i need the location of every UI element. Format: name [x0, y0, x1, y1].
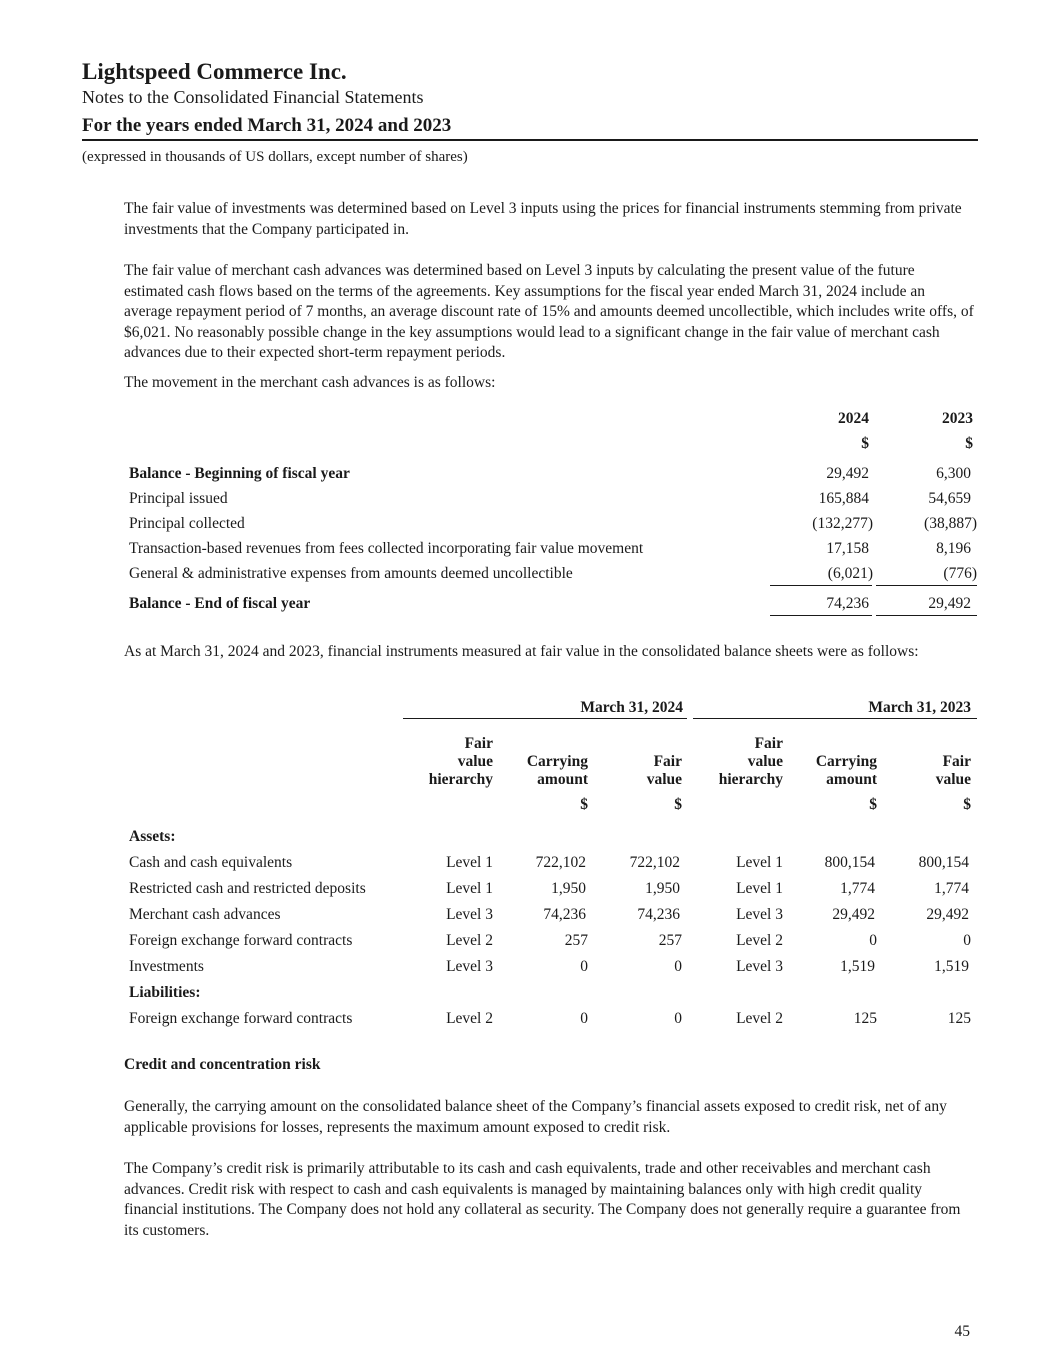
movement-row-2024: 17,158: [826, 540, 869, 557]
fv-row-fair-2024: 722,102: [629, 854, 680, 871]
fv-row-carrying-2023: 800,154: [824, 854, 875, 871]
movement-row-label: Balance - End of fiscal year: [129, 595, 311, 612]
fv-row-hierarchy-2023: Level 3: [736, 906, 783, 923]
fv-row-hierarchy-2023: Level 2: [736, 1010, 783, 1027]
fv-row-label: Merchant cash advances: [129, 906, 281, 923]
col-carrying-2023: Carrying amount: [815, 753, 877, 788]
fv-row-fair-2023: 1,774: [934, 880, 969, 897]
fv-row-hierarchy-2024: Level 3: [446, 906, 493, 923]
currency-fair-2024: $: [674, 796, 682, 813]
credit-risk-paragraph-2: The Company’s credit risk is primarily attributable to its cash and cash equivalents, trade and other receivables and merchant cash advances. Credit risk with respect to cash and cash equivalents is managed by maintaining balances only with high credit quality financial institutions. The Company does not hold any collateral as security. The Company does not generally require a guarantee from its customers.: [124, 1160, 961, 1239]
subtotal-rule-2023: [876, 585, 977, 586]
fv-row-fair-2024: 74,236: [637, 906, 680, 923]
col-carrying-2024: Carrying amount: [526, 753, 588, 788]
fv-row-hierarchy-2024: Level 1: [446, 854, 493, 871]
fv-row-fair-2023: 800,154: [918, 854, 969, 871]
document-subtitle: Notes to the Consolidated Financial Statements: [82, 87, 424, 107]
period-rule-2023: [693, 718, 977, 719]
fv-row-fair-2024: 257: [658, 932, 682, 949]
fv-row-hierarchy-2024: Level 2: [446, 1010, 493, 1027]
movement-row-2023: (776): [943, 565, 977, 582]
col-hierarchy-2024: Fair value hierarchy: [428, 735, 493, 788]
fv-row-carrying-2023: 1,774: [840, 880, 875, 897]
fv-row-label: Investments: [129, 958, 204, 975]
subtotal-rule-2024: [770, 585, 872, 586]
fv-row-carrying-2023: 1,519: [840, 958, 875, 975]
movement-row-2023: 8,196: [936, 540, 971, 557]
movement-intro: The movement in the merchant cash advances is as follows:: [124, 374, 496, 391]
fv-row-fair-2023: 0: [963, 932, 971, 949]
fv-row-hierarchy-2024: Level 1: [446, 880, 493, 897]
page-header: [82, 58, 978, 167]
year-header-2023: 2023: [942, 410, 973, 427]
fv-row-hierarchy-2023: Level 1: [736, 880, 783, 897]
company-name: Lightspeed Commerce Inc.: [82, 59, 347, 84]
total-rule-2023: [876, 615, 977, 616]
fv-row-fair-2024: 0: [674, 958, 682, 975]
movement-row-label: Transaction-based revenues from fees collected incorporating fair value movement: [129, 540, 644, 557]
fv-row-carrying-2024: 257: [564, 932, 588, 949]
period-header-2023: March 31, 2023: [868, 699, 971, 716]
fv-row-hierarchy-2023: Level 1: [736, 854, 783, 871]
fv-row-fair-2023: 1,519: [934, 958, 969, 975]
fv-intro: As at March 31, 2024 and 2023, financial instruments measured at fair value in the consolidated balance sheets were as follows:: [124, 643, 919, 660]
movement-row-2023: 6,300: [936, 465, 971, 482]
units-note: (expressed in thousands of US dollars, except number of shares): [82, 149, 468, 165]
fv-row-fair-2023: 125: [947, 1010, 971, 1027]
fv-row-label: Foreign exchange forward contracts: [129, 932, 353, 949]
movement-row-2023: (38,887): [924, 515, 977, 532]
credit-risk-paragraph-1: Generally, the carrying amount on the consolidated balance sheet of the Company’s financial assets exposed to credit risk, net of any applicable provisions for losses, represents the maximum amount exposed to credit risk.: [124, 1098, 947, 1136]
movement-row-2024: (132,277): [812, 515, 873, 532]
credit-risk-heading: Credit and concentration risk: [124, 1056, 321, 1073]
movement-row-2024: 74,236: [826, 595, 869, 612]
liabilities-label: Liabilities:: [129, 984, 201, 1001]
fv-row-carrying-2024: 0: [580, 958, 588, 975]
fv-row-fair-2024: 1,950: [645, 880, 680, 897]
fv-row-carrying-2023: 0: [869, 932, 877, 949]
movement-row-2023: 54,659: [928, 490, 971, 507]
fv-row-label: Restricted cash and restricted deposits: [129, 880, 366, 897]
currency-2023: $: [965, 435, 973, 452]
fv-row-fair-2024: 0: [674, 1010, 682, 1027]
movement-row-label: Principal issued: [129, 490, 228, 507]
movement-row-2023: 29,492: [928, 595, 971, 612]
assets-label: Assets:: [129, 828, 176, 845]
period-header-2024: March 31, 2024: [580, 699, 683, 716]
fv-row-hierarchy-2024: Level 3: [446, 958, 493, 975]
reporting-period: For the years ended March 31, 2024 and 2023: [82, 114, 978, 141]
movement-row-2024: (6,021): [827, 565, 873, 582]
movement-row-2024: 29,492: [826, 465, 869, 482]
investments-paragraph: The fair value of investments was determined based on Level 3 inputs using the prices for financial instruments stemming from private investments that the Company participated in.: [124, 200, 962, 238]
fv-row-fair-2023: 29,492: [926, 906, 969, 923]
currency-carrying-2023: $: [869, 796, 877, 813]
fv-row-label: Cash and cash equivalents: [129, 854, 293, 871]
page-number: 45: [954, 1323, 970, 1340]
movement-row-2024: 165,884: [818, 490, 869, 507]
movement-row-label: Balance - Beginning of fiscal year: [129, 465, 350, 482]
movement-row-label: General & administrative expenses from amounts deemed uncollectible: [129, 565, 573, 582]
fv-row-hierarchy-2023: Level 2: [736, 932, 783, 949]
mca-paragraph: The fair value of merchant cash advances was determined based on Level 3 inputs by calculating the present value of the future estimated cash flows based on the terms of the agreements. Key assumptions for the fiscal year ended March 31, 2024 include an average repayment period of 7 months, an average discount rate of 15% and amounts deemed uncollectible, which includes write offs, of $6,021. No reasonably possible change in the key assumptions would lead to a significant change in the fair value of merchant cash advances due to their expected short-term repayment periods.: [124, 262, 974, 361]
fv-row-hierarchy-2024: Level 2: [446, 932, 493, 949]
total-rule-2024: [770, 615, 872, 616]
fv-row-hierarchy-2023: Level 3: [736, 958, 783, 975]
fv-row-carrying-2023: 29,492: [832, 906, 875, 923]
movement-row-label: Principal collected: [129, 515, 245, 532]
fv-row-carrying-2023: 125: [853, 1010, 877, 1027]
fv-row-carrying-2024: 722,102: [535, 854, 586, 871]
currency-fair-2023: $: [963, 796, 971, 813]
fv-row-label: Foreign exchange forward contracts: [129, 1010, 353, 1027]
col-fair-2024: Fair value: [646, 753, 682, 788]
currency-2024: $: [861, 435, 869, 452]
currency-carrying-2024: $: [580, 796, 588, 813]
col-fair-2023: Fair value: [935, 753, 971, 788]
year-header-2024: 2024: [838, 410, 869, 427]
fv-row-carrying-2024: 0: [580, 1010, 588, 1027]
fv-row-carrying-2024: 1,950: [551, 880, 586, 897]
period-rule-2024: [403, 718, 687, 719]
col-hierarchy-2023: Fair value hierarchy: [718, 735, 783, 788]
fv-row-carrying-2024: 74,236: [543, 906, 586, 923]
